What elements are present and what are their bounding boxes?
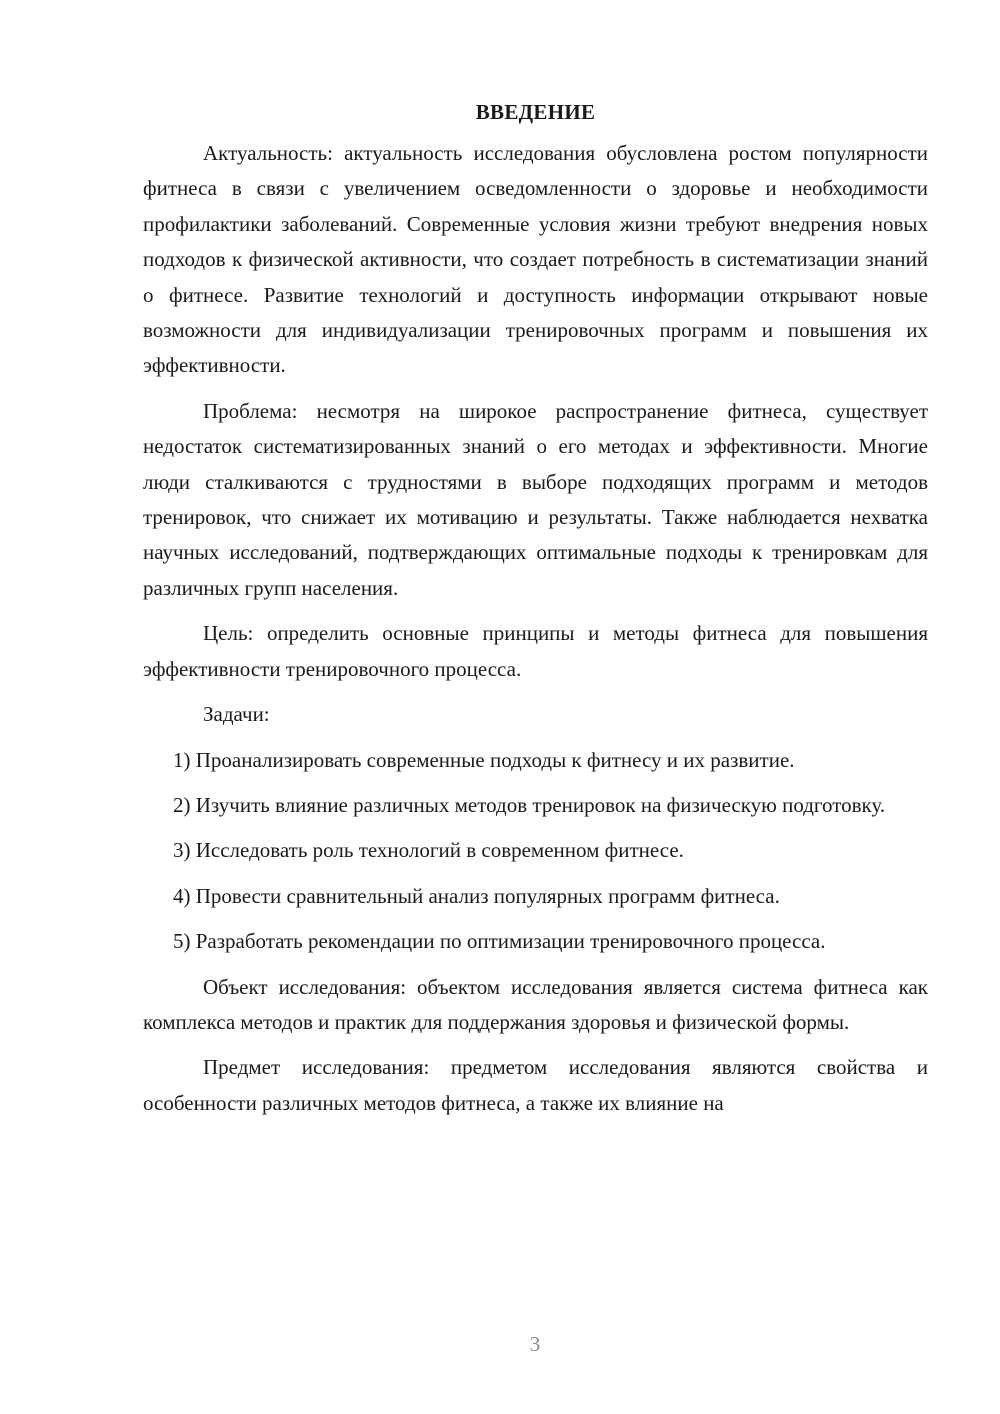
task-item-5: 5) Разработать рекомендации по оптимизации тренировочного процесса. <box>173 929 826 954</box>
task-item-1: 1) Проанализировать современные подходы к фитнесу и их развитие. <box>173 747 795 772</box>
task-item-4: 4) Провести сравнительный анализ популярных программ фитнеса. <box>173 883 780 908</box>
tasks-label: Задачи: <box>203 702 270 727</box>
task-item-3: 3) Исследовать роль технологий в современном фитнесе. <box>173 838 684 863</box>
task-item-2: 2) Изучить влияние различных методов тренировок на физическую подготовку. <box>173 792 886 817</box>
object-paragraph: Объект исследования: объектом исследования является система фитнеса как комплекса методов и практик для поддержания здоровья и физической формы. <box>143 974 928 1034</box>
subject-paragraph: Предмет исследования: предметом исследования являются свойства и особенности различных методов фитнеса, а также их влияние на <box>143 1055 928 1115</box>
section-heading: ВВЕДЕНИЕ <box>475 100 596 124</box>
page-number: 3 <box>529 1332 541 1356</box>
problem-paragraph: Проблема: несмотря на широкое распространение фитнеса, существует недостаток систематизированных знаний о его методах и эффективности. Многие люди сталкиваются с трудностями в выборе подходящих программ и методов тренировок, что снижает их мотивацию и результаты. Также наблюдается нехватка научных исследований, подтверждающих оптимальные подходы к тренировкам для различных групп населения. <box>143 398 928 600</box>
page-content <box>143 98 928 1131</box>
goal-paragraph: Цель: определить основные принципы и методы фитнеса для повышения эффективности тренировочного процесса. <box>143 621 928 681</box>
relevance-paragraph: Актуальность: актуальность исследования обусловлена ростом популярности фитнеса в связи с увеличением осведомленности о здоровье и необходимости профилактики заболеваний. Современные условия жизни требуют внедрения новых подходов к физической активности, что создает потребность в систематизации знаний о фитнесе. Развитие технологий и доступность информации открывают новые возможности для индивидуализации тренировочных программ и повышения их эффективности. <box>143 141 928 378</box>
